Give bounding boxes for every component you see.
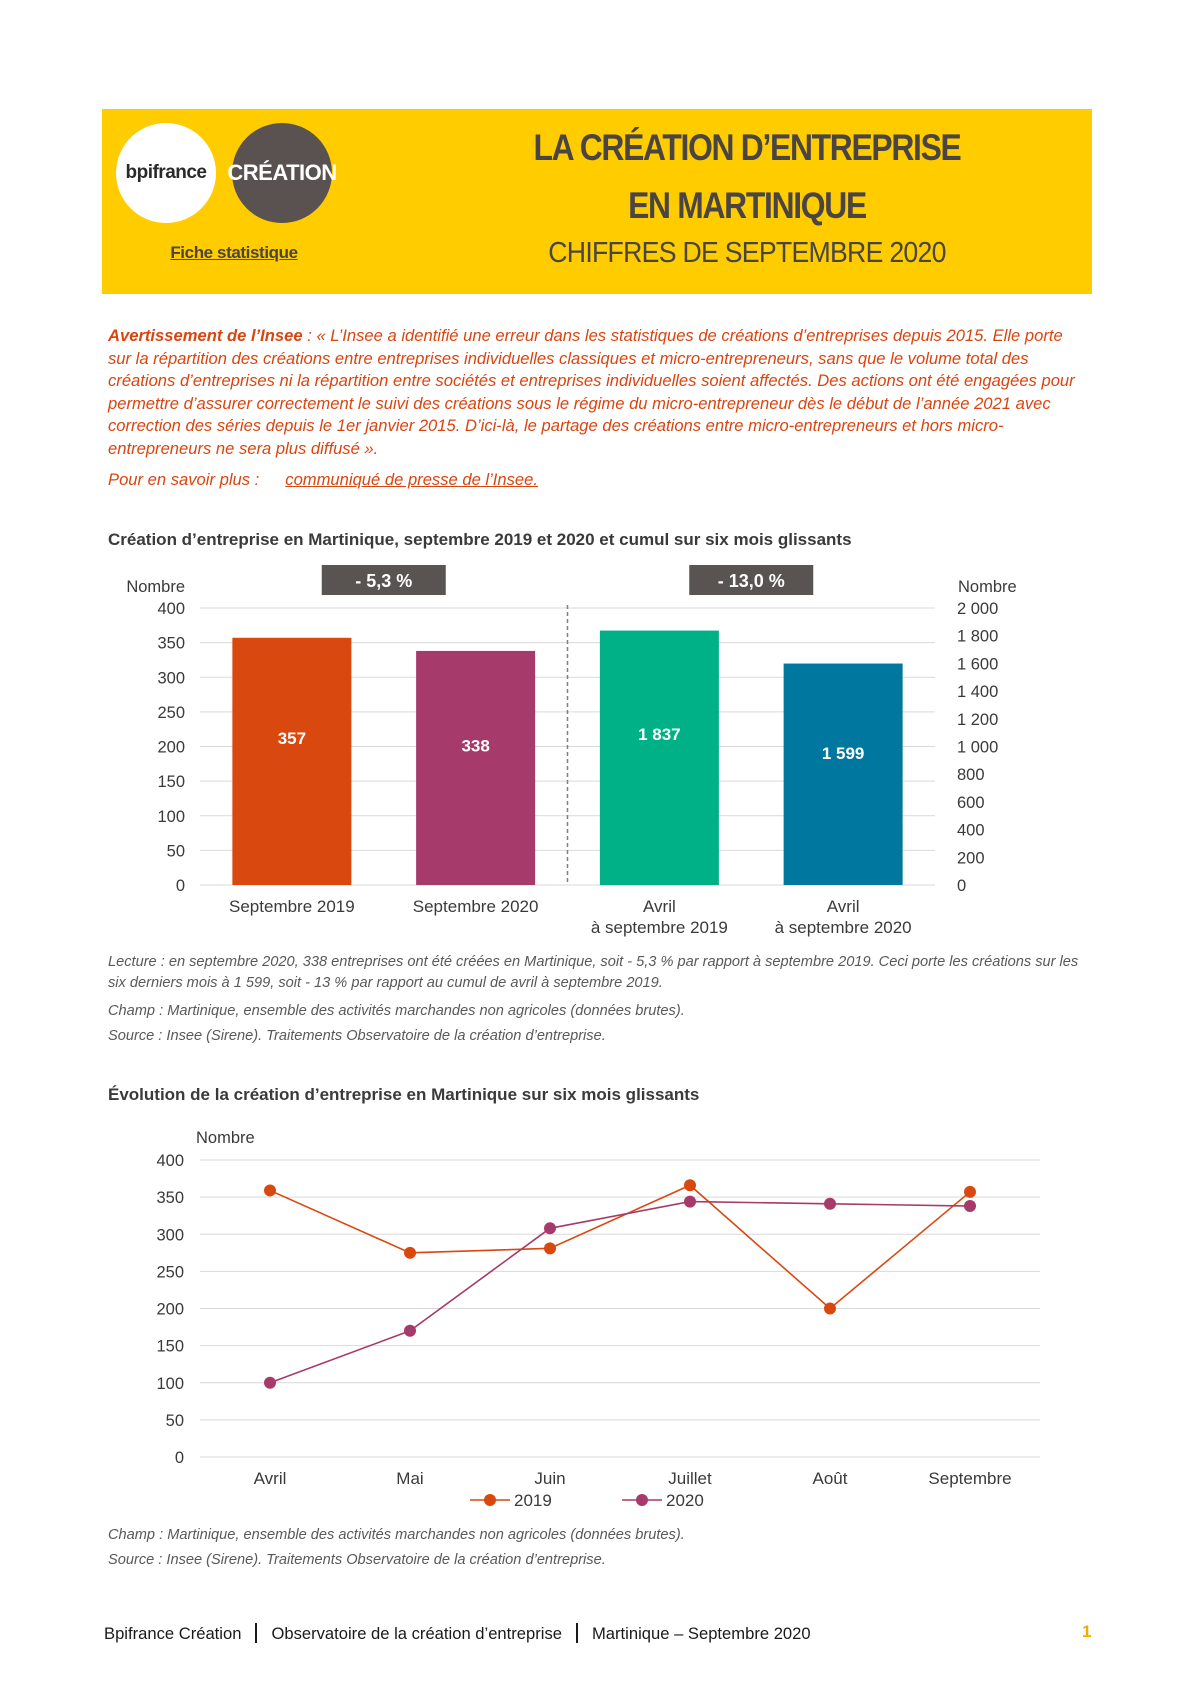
y-tick-label: 250 <box>156 1263 184 1282</box>
right-tick-label: 1 000 <box>957 738 999 757</box>
change-badge-label: - 13,0 % <box>717 571 785 591</box>
left-tick-label: 250 <box>157 703 185 722</box>
header-banner <box>102 109 1092 294</box>
data-point-2019 <box>684 1179 696 1191</box>
left-tick-label: 400 <box>157 600 185 618</box>
creation-logo: CRÉATION <box>232 123 332 223</box>
more-label: Pour en savoir plus : <box>108 470 260 489</box>
right-tick-label: 600 <box>957 793 985 812</box>
category-label: Septembre 2020 <box>412 897 539 916</box>
right-tick-label: 2 000 <box>957 600 999 618</box>
footer-region-date: Martinique – Septembre 2020 <box>591 1624 811 1643</box>
data-point-2020 <box>964 1200 976 1212</box>
bpifrance-logo: bpifrance <box>116 123 216 223</box>
category-label: à septembre 2019 <box>590 918 728 937</box>
bar-value-label: 338 <box>461 736 490 756</box>
more-info <box>108 470 538 490</box>
page-title-line1: LA CRÉATION D’ENTREPRISE <box>533 127 961 168</box>
chart1-champ: Champ : Martinique, ensemble des activités marchandes non agricoles (données brutes). <box>108 1003 685 1019</box>
right-tick-label: 1 200 <box>957 710 999 729</box>
data-point-2019 <box>264 1184 276 1196</box>
y-axis-label: Nombre <box>196 1129 255 1147</box>
left-tick-label: 50 <box>166 842 185 861</box>
insee-warning <box>108 325 1088 461</box>
series-line-2020 <box>270 1202 970 1383</box>
warning-text: : « L’Insee a identifié une erreur dans les statistiques de créations d’entreprises depuis 2015. Elle porte sur la répartition des créations entre entreprises individuelles classiques et micro-entrepreneurs, sans que le volume total des créations d’entreprises ni la répartition entre sociétés et entreprises individuelles soient affectés. Des actions ont été engagées pour permettre d’assurer correctement le suivi des créations sous le régime du micro-entrepreneur dès le début de l’année 2021 avec correction des séries depuis le 1er janvier 2015. D’ici-là, le partage des créations entre micro-entrepreneurs et hors micro-entrepreneurs ne sera plus diffusé ». <box>108 326 1075 458</box>
y-tick-label: 350 <box>156 1189 184 1208</box>
bar <box>600 631 719 885</box>
footer-separator <box>255 1623 257 1643</box>
x-tick-label: Juillet <box>668 1469 712 1488</box>
x-tick-label: Juin <box>534 1469 566 1488</box>
page-title-line2: EN MARTINIQUE <box>628 185 866 226</box>
y-tick-label: 400 <box>156 1152 184 1170</box>
data-point-2020 <box>404 1325 416 1337</box>
footer-observatory: Observatoire de la création d’entreprise <box>271 1624 562 1643</box>
x-tick-label: Septembre <box>928 1469 1012 1488</box>
press-release-link[interactable]: communiqué de presse de l’Insee. <box>285 470 539 489</box>
footer-brand: Bpifrance Création <box>104 1624 242 1643</box>
warning-label: Avertissement de l’Insee <box>108 326 303 345</box>
page-subtitle: CHIFFRES DE SEPTEMBRE 2020 <box>548 237 946 269</box>
data-point-2019 <box>824 1303 836 1315</box>
data-point-2019 <box>964 1186 976 1198</box>
left-axis-label: Nombre <box>126 578 185 596</box>
fiche-label: Fiche statistique <box>170 243 298 262</box>
bar <box>416 651 535 885</box>
data-point-2019 <box>404 1247 416 1259</box>
change-badge-label: - 5,3 % <box>355 571 413 591</box>
chart1-lecture: Lecture : en septembre 2020, 338 entreprises ont été créées en Martinique, soit - 5,3 % par rapport à septembre 2019. Ceci porte les créations sur les six derniers mois à 1 599, soit - 13 % par rapport au cumul de avril à septembre 2019. <box>108 954 1079 991</box>
y-tick-label: 150 <box>156 1337 184 1356</box>
legend-label: 2019 <box>514 1491 552 1510</box>
category-label: à septembre 2020 <box>774 918 912 937</box>
footer-separator <box>576 1623 578 1643</box>
bar-value-label: 1 837 <box>638 724 681 744</box>
y-tick-label: 100 <box>156 1374 184 1393</box>
left-tick-label: 200 <box>157 738 185 757</box>
data-point-2020 <box>824 1198 836 1210</box>
bar-value-label: 1 599 <box>821 743 865 763</box>
chart1-source: Source : Insee (Sirene). Traitements Observatoire de la création d’entreprise. <box>108 1028 606 1044</box>
left-tick-label: 350 <box>157 634 185 653</box>
bar <box>784 664 903 885</box>
right-tick-label: 200 <box>957 849 985 868</box>
bar-value-label: 357 <box>277 729 307 749</box>
category-label: Septembre 2019 <box>229 897 355 916</box>
y-tick-label: 0 <box>174 1449 184 1467</box>
y-tick-label: 50 <box>165 1411 184 1430</box>
x-tick-label: Mai <box>396 1469 424 1488</box>
footer <box>104 1623 811 1644</box>
right-tick-label: 1 600 <box>957 655 999 674</box>
category-label: Avril <box>643 897 676 916</box>
data-point-2020 <box>684 1196 696 1208</box>
left-tick-label: 100 <box>157 807 185 826</box>
right-tick-label: 0 <box>957 877 967 895</box>
legend-marker <box>484 1494 496 1506</box>
category-label: Avril <box>826 897 860 916</box>
legend-label: 2020 <box>666 1491 704 1510</box>
chart2-source: Source : Insee (Sirene). Traitements Observatoire de la création d’entreprise. <box>108 1552 606 1568</box>
y-tick-label: 300 <box>156 1226 184 1245</box>
left-tick-label: 300 <box>157 669 185 688</box>
page-number: 1 <box>1082 1622 1092 1641</box>
right-tick-label: 400 <box>957 821 985 840</box>
left-tick-label: 150 <box>157 773 185 792</box>
data-point-2020 <box>544 1222 556 1234</box>
chart1-title: Création d’entreprise en Martinique, septembre 2019 et 2020 et cumul sur six mois glissants <box>108 530 852 549</box>
data-point-2019 <box>544 1242 556 1254</box>
right-tick-label: 800 <box>957 766 985 785</box>
x-tick-label: Avril <box>253 1469 287 1488</box>
left-tick-label: 0 <box>175 877 185 895</box>
bar-chart <box>0 565 1190 960</box>
legend-marker <box>636 1494 648 1506</box>
right-axis-label: Nombre <box>958 578 1017 596</box>
line-chart <box>0 1115 1190 1535</box>
right-tick-label: 1 800 <box>957 627 999 646</box>
chart2-title: Évolution de la création d’entreprise en Martinique sur six mois glissants <box>108 1085 700 1104</box>
bar <box>232 638 351 885</box>
x-tick-label: Août <box>812 1469 848 1488</box>
data-point-2020 <box>264 1377 276 1389</box>
y-tick-label: 200 <box>156 1300 184 1319</box>
right-tick-label: 1 400 <box>957 683 999 702</box>
chart2-champ: Champ : Martinique, ensemble des activités marchandes non agricoles (données brutes). <box>108 1527 685 1543</box>
